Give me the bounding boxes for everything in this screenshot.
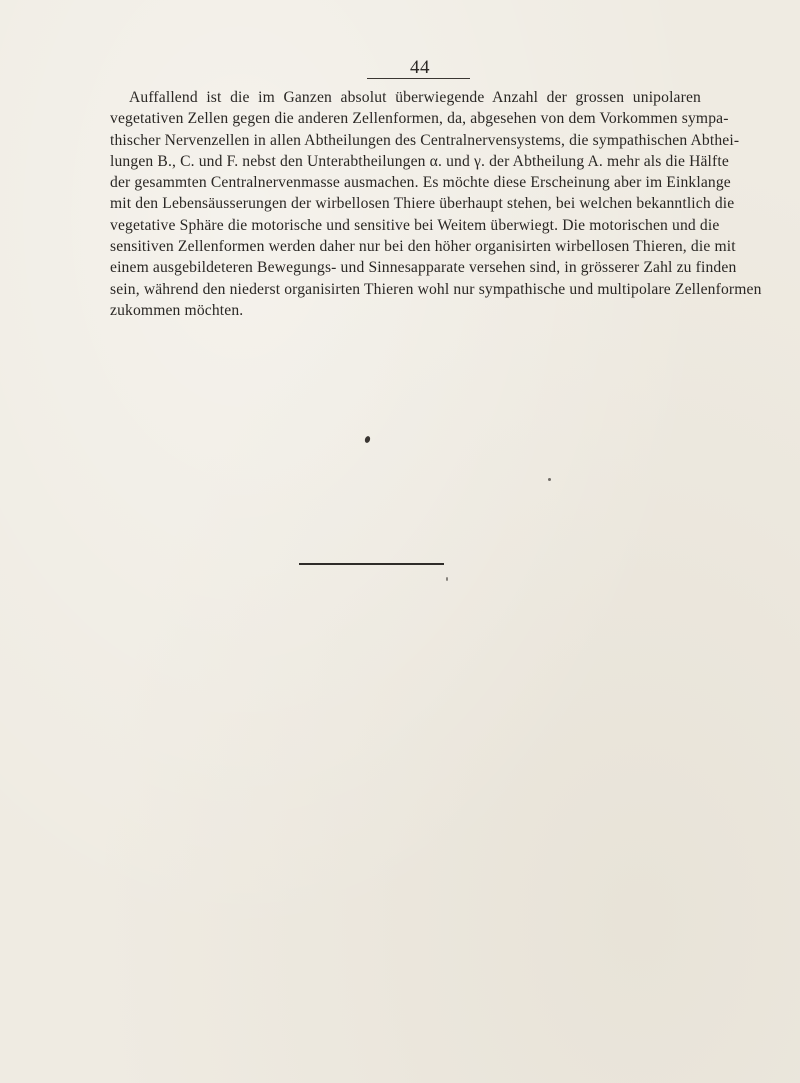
page-number: 44 bbox=[410, 57, 430, 78]
section-end-rule bbox=[299, 563, 444, 565]
paragraph-line: mit den Lebensäusserungen der wirbellosen Thiere überhaupt stehen, bei welchen bekanntlich die bbox=[110, 195, 735, 213]
print-speck bbox=[548, 478, 551, 481]
paragraph-line: thischer Nervenzellen in allen Abtheilungen des Centralnervensystems, die sympathischen Abthei- bbox=[110, 131, 740, 149]
paragraph-line: lungen B., C. und F. nebst den Unterabtheilungen α. und γ. der Abtheilung A. mehr als die Hälfte bbox=[110, 152, 729, 170]
paragraph-line: sein, während den niederst organisirten Thieren wohl nur sympathische und multipolare Zellenformen bbox=[110, 280, 762, 298]
print-speck bbox=[446, 577, 448, 581]
paragraph-line: zukommen möchten. bbox=[110, 301, 244, 319]
header-rule bbox=[367, 78, 470, 79]
paragraph-line: der gesammten Centralnervenmasse ausmachen. Es möchte diese Erscheinung aber im Einklange bbox=[110, 174, 731, 192]
paragraph-line: sensitiven Zellenformen werden daher nur bei den höher organisirten wirbellosen Thieren, die mit bbox=[110, 238, 736, 256]
body-paragraph bbox=[110, 87, 762, 321]
print-speck bbox=[364, 435, 371, 443]
paragraph-line: vegetativen Zellen gegen die anderen Zellenformen, da, abgesehen von dem Vorkommen sympa- bbox=[110, 110, 729, 128]
paragraph-line: einem ausgebildeteren Bewegungs- und Sinnesapparate versehen sind, in grösserer Zahl zu finden bbox=[110, 259, 737, 277]
paragraph-line: vegetative Sphäre die motorische und sensitive bei Weitem überwiegt. Die motorischen und die bbox=[110, 216, 720, 234]
paragraph-line: Auffallend ist die im Ganzen absolut überwiegende Anzahl der grossen unipolaren bbox=[129, 89, 701, 106]
